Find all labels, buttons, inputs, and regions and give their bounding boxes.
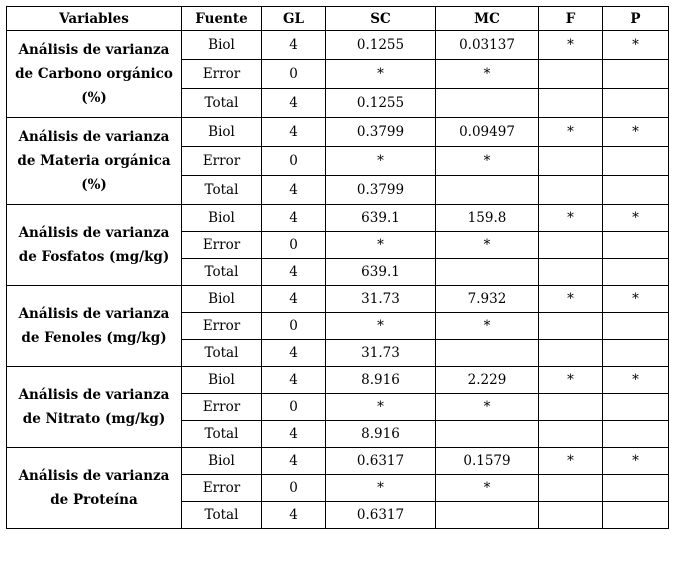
fuente-cell: Biol [182,118,262,147]
gl-cell: 4 [262,448,326,475]
mc-cell [436,421,539,448]
fuente-cell: Total [182,340,262,367]
f-cell [539,502,603,529]
variable-cell: Análisis de varianza de Fenoles (mg/kg) [7,286,182,367]
p-cell [603,147,669,176]
gl-cell: 4 [262,502,326,529]
p-cell: * [603,118,669,147]
mc-cell: * [436,147,539,176]
sc-cell: 8.916 [326,367,436,394]
fuente-cell: Total [182,259,262,286]
p-cell [603,313,669,340]
mc-cell [436,89,539,118]
fuente-cell: Biol [182,286,262,313]
fuente-cell: Error [182,475,262,502]
fuente-cell: Total [182,421,262,448]
f-cell: * [539,286,603,313]
f-cell [539,232,603,259]
f-cell: * [539,31,603,60]
gl-cell: 0 [262,232,326,259]
p-cell [603,475,669,502]
mc-cell: * [436,60,539,89]
p-cell [603,232,669,259]
table-row [7,286,669,313]
gl-cell: 4 [262,421,326,448]
f-cell: * [539,118,603,147]
p-cell: * [603,448,669,475]
f-cell [539,89,603,118]
f-cell [539,313,603,340]
f-cell [539,176,603,205]
table-row [7,367,669,394]
mc-cell [436,502,539,529]
sc-cell: 31.73 [326,340,436,367]
header-variables: Variables [7,7,182,31]
gl-cell: 0 [262,147,326,176]
sc-cell: * [326,232,436,259]
header-sc: SC [326,7,436,31]
sc-cell: 31.73 [326,286,436,313]
table-row [7,205,669,232]
sc-cell: 0.3799 [326,118,436,147]
fuente-cell: Total [182,502,262,529]
variable-cell: Análisis de varianza de Materia orgánica (%) [7,118,182,205]
gl-cell: 0 [262,394,326,421]
variable-cell: Análisis de varianza de Proteína [7,448,182,529]
mc-cell: * [436,394,539,421]
p-cell: * [603,367,669,394]
mc-cell: 2.229 [436,367,539,394]
gl-cell: 4 [262,89,326,118]
gl-cell: 4 [262,205,326,232]
mc-cell: 0.09497 [436,118,539,147]
f-cell: * [539,205,603,232]
gl-cell: 4 [262,31,326,60]
gl-cell: 4 [262,340,326,367]
gl-cell: 4 [262,259,326,286]
p-cell [603,259,669,286]
f-cell [539,421,603,448]
sc-cell: 0.6317 [326,502,436,529]
f-cell [539,340,603,367]
sc-cell: * [326,394,436,421]
table-row [7,31,669,60]
sc-cell: * [326,60,436,89]
p-cell: * [603,205,669,232]
gl-cell: 4 [262,118,326,147]
gl-cell: 0 [262,60,326,89]
sc-cell: 639.1 [326,205,436,232]
sc-cell: * [326,475,436,502]
f-cell [539,394,603,421]
p-cell: * [603,31,669,60]
mc-cell: * [436,313,539,340]
header-f: F [539,7,603,31]
f-cell [539,60,603,89]
fuente-cell: Error [182,232,262,259]
header-mc: MC [436,7,539,31]
mc-cell [436,176,539,205]
p-cell [603,89,669,118]
p-cell: * [603,286,669,313]
f-cell [539,147,603,176]
fuente-cell: Total [182,89,262,118]
p-cell [603,60,669,89]
gl-cell: 4 [262,286,326,313]
f-cell [539,259,603,286]
mc-cell: * [436,475,539,502]
variable-cell: Análisis de varianza de Fosfatos (mg/kg) [7,205,182,286]
mc-cell: * [436,232,539,259]
mc-cell: 7.932 [436,286,539,313]
fuente-cell: Total [182,176,262,205]
header-row [7,7,669,31]
fuente-cell: Error [182,313,262,340]
sc-cell: 0.1255 [326,89,436,118]
table-body [7,31,669,529]
p-cell [603,421,669,448]
sc-cell: 0.1255 [326,31,436,60]
mc-cell: 159.8 [436,205,539,232]
p-cell [603,502,669,529]
gl-cell: 0 [262,475,326,502]
variable-cell: Análisis de varianza de Nitrato (mg/kg) [7,367,182,448]
gl-cell: 4 [262,176,326,205]
f-cell: * [539,448,603,475]
gl-cell: 0 [262,313,326,340]
sc-cell: 0.6317 [326,448,436,475]
header-fuente: Fuente [182,7,262,31]
mc-cell [436,340,539,367]
fuente-cell: Biol [182,448,262,475]
header-gl: GL [262,7,326,31]
p-cell [603,340,669,367]
sc-cell: 8.916 [326,421,436,448]
header-p: P [603,7,669,31]
f-cell: * [539,367,603,394]
sc-cell: 639.1 [326,259,436,286]
gl-cell: 4 [262,367,326,394]
fuente-cell: Biol [182,31,262,60]
mc-cell: 0.1579 [436,448,539,475]
sc-cell: 0.3799 [326,176,436,205]
anova-table [6,6,669,529]
p-cell [603,394,669,421]
mc-cell: 0.03137 [436,31,539,60]
p-cell [603,176,669,205]
fuente-cell: Error [182,147,262,176]
fuente-cell: Biol [182,367,262,394]
sc-cell: * [326,147,436,176]
f-cell [539,475,603,502]
variable-cell: Análisis de varianza de Carbono orgánico (%) [7,31,182,118]
sc-cell: * [326,313,436,340]
table-row [7,448,669,475]
mc-cell [436,259,539,286]
fuente-cell: Error [182,60,262,89]
fuente-cell: Error [182,394,262,421]
fuente-cell: Biol [182,205,262,232]
table-row [7,118,669,147]
